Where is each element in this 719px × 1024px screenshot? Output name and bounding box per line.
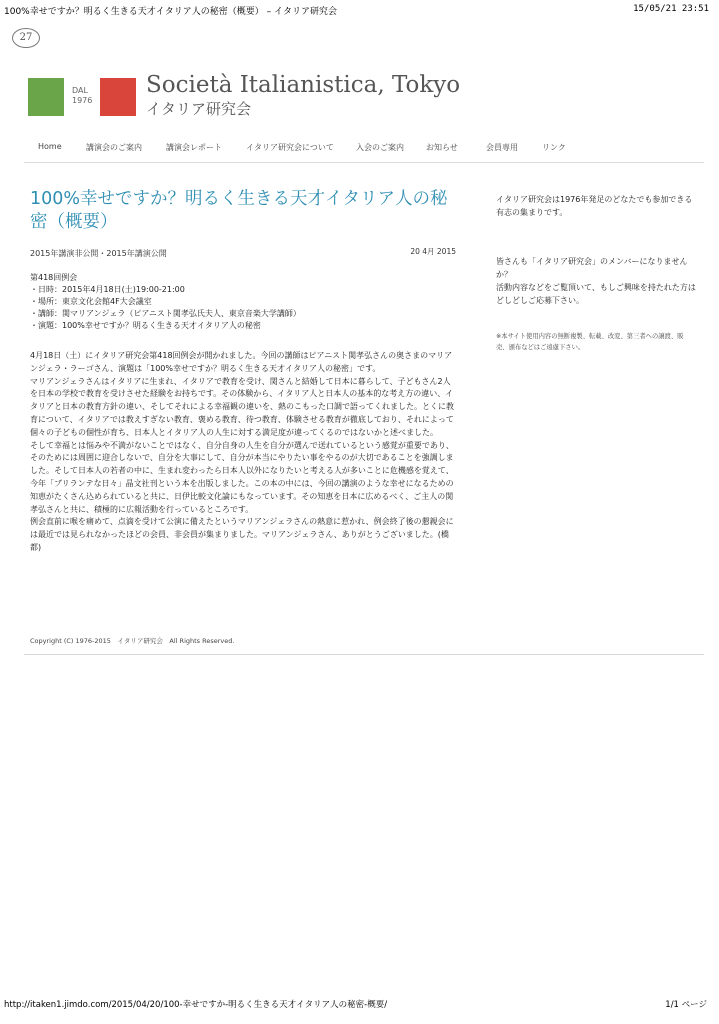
article-category-link[interactable]: 2015年講演非公開・2015年講演公開 bbox=[30, 249, 167, 258]
nav-item-lecture-reports[interactable]: 講演会レポート bbox=[166, 143, 222, 152]
meeting-speaker: ・講師：関マリアンジェラ（ピアニスト関孝弘氏夫人、東京音楽大学講師） bbox=[30, 309, 301, 318]
nav-item-about[interactable]: イタリア研究会について bbox=[246, 143, 334, 152]
article-paragraph: そして幸福とは悩みや不満がないことではなく、自分自身の人生を自分が選んで送れているという感覚が重要であり、そのためには周囲に迎合しないで、自分を大事にして、自分が本当にやりたい事をやるのが大切であることを強調しました。そして日本人の若者の中に、生まれ変わったら日本人以外になりたいと考える人が多いことに危機感を覚えて、今年「ブリランテな日々」晶文社刊という本を出版しました。この本の中には、今回の講演のような幸せになるための知恵がたくさん込められていると共に、日伊比較文化論にもなっています。その知恵を日本に広めるべく、ご主人の関孝弘さんと共に、積極的に広報活動を行っているところです。 bbox=[30, 440, 454, 514]
article-body bbox=[30, 350, 456, 555]
footer-divider bbox=[24, 654, 704, 655]
sidebar-spacer bbox=[496, 219, 696, 255]
site-footer-copyright: Copyright (C) 1976-2015 イタリア研究会 All Rights Reserved. bbox=[30, 637, 235, 645]
article-title: 100%幸せですか？明るく生きる天才イタリア人の秘密（概要） bbox=[30, 189, 448, 232]
sidebar bbox=[496, 193, 696, 353]
nav-item-home[interactable]: Home bbox=[38, 142, 62, 151]
sidebar-invite: 皆さんも「イタリア研究会」のメンバーになりませんか？ bbox=[496, 257, 688, 279]
sidebar-copyright-notice: ※本サイト使用内容の無断複製、転載、改変、第三者への譲渡、販売、頒布などはご遠慮下さい。 bbox=[496, 333, 684, 351]
nav-item-membership[interactable]: 入会のご案内 bbox=[356, 143, 404, 152]
logo-name-italian: Società Italianistica, Tokyo bbox=[146, 72, 461, 98]
article-meta bbox=[30, 248, 456, 262]
print-header-title: 100%幸せですか？明るく生きる天才イタリア人の秘密（概要） – イタリア研究会 bbox=[4, 7, 337, 17]
meeting-topic: ・演題：100%幸せですか？明るく生きる天才イタリア人の秘密 bbox=[30, 321, 261, 330]
sidebar-invite-detail: 活動内容などをご覧頂いて、もしご興味を持たれた方はどしどしご応募下さい。 bbox=[496, 283, 696, 305]
print-footer-page: 1/1 ページ bbox=[665, 1000, 707, 1010]
logo-year: 1976 bbox=[72, 96, 93, 105]
logo-green-block bbox=[28, 78, 64, 116]
article-paragraph: マリアンジェラさんはイタリアに生まれ、イタリアで教育を受け、関さんと結婚して日本に暮らして、子どもさん2人を日本の学校で教育を受けさせた経験をお持ちです。その体験から、イタリア人と日本人の基本的な考え方の違い、イタリアと日本の教育方針の違い、そしてそれによる幸福観の違いを、熱のこもった口調で語ってくれました。とくに教育について、イタリアでは教えすぎない教育、褒める教育、待つ教育、体験させる教育が徹底しており、それによって個々の子どもの個性が育ち、日本人とイタリア人の人生に対する満足度が違ってくるのではないかと述べました。 bbox=[30, 376, 454, 437]
meeting-number: 第418回例会 bbox=[30, 273, 78, 282]
meeting-place: ・場所：東京文化会館4F大会議室 bbox=[30, 297, 152, 306]
logo-red-block bbox=[100, 78, 136, 116]
logo-dal bbox=[72, 86, 92, 106]
article-paragraph: 例会直前に喉を痛めて、点滴を受けて公演に備えたというマリアンジェラさんの熱意に惹かれ、例会終了後の懇親会には最近では見られなかったほどの会員、非会員が集まりました。マリアンジェラさん、ありがとうございました。(橋都) bbox=[30, 517, 454, 552]
article-paragraph: 4月18日（土）にイタリア研究会第418回例会が開かれました。今回の講師はピアニスト関孝弘さんの奥さまのマリアンジェラ・ラーゴさん、演題は「100%幸せですか？明るく生きる天才イタリア人の秘密」です。 bbox=[30, 351, 453, 373]
print-header-datetime: 15/05/21 23:51 bbox=[633, 4, 709, 14]
main-navigation bbox=[24, 138, 704, 163]
print-footer-url: http://itaken1.jimdo.com/2015/04/20/100-幸せですか-明るく生きる天才イタリア人の秘密-概要/ bbox=[4, 1000, 388, 1010]
site-logo[interactable] bbox=[28, 74, 468, 122]
sidebar-intro: イタリア研究会は1976年発足のどなたでも参加できる有志の集まりです。 bbox=[496, 195, 693, 217]
nav-item-lecture-info[interactable]: 講演会のご案内 bbox=[86, 143, 142, 152]
article-date: 20 4月 2015 bbox=[410, 247, 456, 256]
meeting-info bbox=[30, 272, 456, 332]
nav-item-members-only[interactable]: 会員専用 bbox=[486, 143, 518, 152]
handwritten-page-mark: 27 bbox=[12, 28, 40, 48]
logo-name-japanese: イタリア研究会 bbox=[146, 100, 252, 118]
nav-item-news[interactable]: お知らせ bbox=[426, 143, 458, 152]
article-content bbox=[30, 188, 456, 555]
nav-item-links[interactable]: リンク bbox=[542, 143, 566, 152]
meeting-datetime: ・日時：2015年4月18日(土)19:00-21:00 bbox=[30, 285, 185, 294]
logo-dal-text: DAL bbox=[72, 86, 88, 95]
